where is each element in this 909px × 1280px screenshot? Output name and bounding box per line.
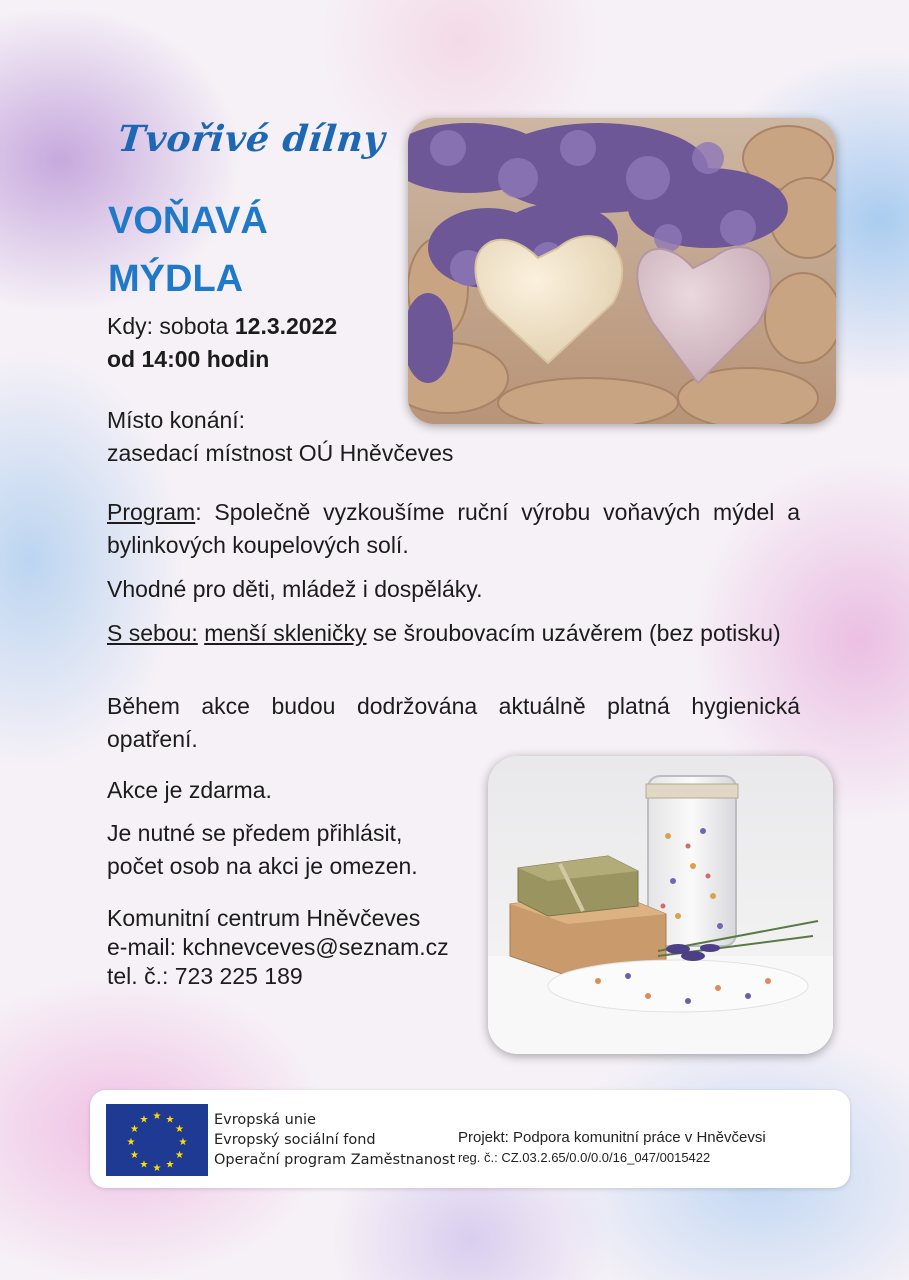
program-audience: Vhodné pro děti, mládež i dospěláky. <box>107 576 483 602</box>
eu-text <box>214 1110 455 1170</box>
project-name: Projekt: Podpora komunitní práce v Hněvčevsi <box>458 1129 766 1146</box>
program-section <box>107 496 800 661</box>
when-prefix: Kdy: sobota <box>107 313 235 339</box>
eu-line-2: Evropský sociální fond <box>214 1132 376 1148</box>
svg-text:★: ★ <box>139 1159 149 1171</box>
contact-org: Komunitní centrum Hněvčeves <box>107 905 421 931</box>
info-section <box>107 774 418 883</box>
bring-item: menší skleničky <box>204 620 367 646</box>
svg-text:★: ★ <box>175 1124 184 1135</box>
contact-section <box>107 904 449 991</box>
svg-text:★: ★ <box>152 1111 162 1122</box>
program-label: Program <box>107 499 196 525</box>
lavender-soap-photo <box>408 118 836 424</box>
svg-text:★: ★ <box>178 1137 188 1148</box>
svg-text:★: ★ <box>139 1114 149 1126</box>
footer-banner <box>90 1090 850 1188</box>
contact-phone: tel. č.: 723 225 189 <box>107 963 303 989</box>
register-line-2: počet osob na akci je omezen. <box>107 853 418 879</box>
bring-rest: se šroubovacím uzávěrem (bez potisku) <box>366 620 781 646</box>
event-time <box>107 310 337 376</box>
place-label: Místo konání: <box>107 407 246 433</box>
svg-text:★: ★ <box>175 1150 184 1161</box>
eu-line-3: Operační program Zaměstnanost <box>214 1152 456 1168</box>
place-value: zasedací místnost OÚ Hněvčeves <box>107 440 454 466</box>
eu-line-1: Evropská unie <box>214 1112 316 1128</box>
page-title-line-1: VOŇAVÁ <box>108 200 268 242</box>
svg-text:★: ★ <box>130 1124 139 1135</box>
bring-label: S sebou: <box>107 620 198 646</box>
bath-salt-photo <box>488 756 833 1054</box>
free-text: Akce je zdarma. <box>107 777 272 803</box>
page-title <box>108 192 268 308</box>
program-paragraph <box>107 496 800 562</box>
project-reg: reg. č.: CZ.03.2.65/0.0/0.0/16_047/0015422 <box>458 1150 711 1165</box>
register-line-1: Je nutné se předem přihlásit, <box>107 820 403 846</box>
svg-text:★: ★ <box>152 1163 162 1174</box>
event-hour: od 14:00 hodin <box>107 346 270 372</box>
bath-salt-image <box>488 756 833 1054</box>
svg-text:★: ★ <box>165 1114 175 1126</box>
lavender-soap-image <box>408 118 836 424</box>
svg-text:★: ★ <box>126 1137 136 1148</box>
project-info <box>458 1128 766 1168</box>
contact-email: e-mail: kchnevceves@seznam.cz <box>107 934 449 960</box>
event-place <box>107 404 453 470</box>
series-title: Tvořivé dílny <box>115 118 388 160</box>
event-date: 12.3.2022 <box>234 313 338 339</box>
page-title-line-2: MÝDLA <box>108 258 244 300</box>
hygiene-text: Během akce budou dodržována aktuálně platná hygienická opatření. <box>107 693 800 752</box>
program-text: : Společně vyzkoušíme ruční výrobu voňavých mýdel a bylinkových koupelových solí. <box>107 499 800 558</box>
eu-flag-icon <box>106 1104 208 1176</box>
bring-paragraph <box>107 617 800 650</box>
svg-text:★: ★ <box>130 1150 139 1161</box>
svg-text:★: ★ <box>165 1159 175 1171</box>
